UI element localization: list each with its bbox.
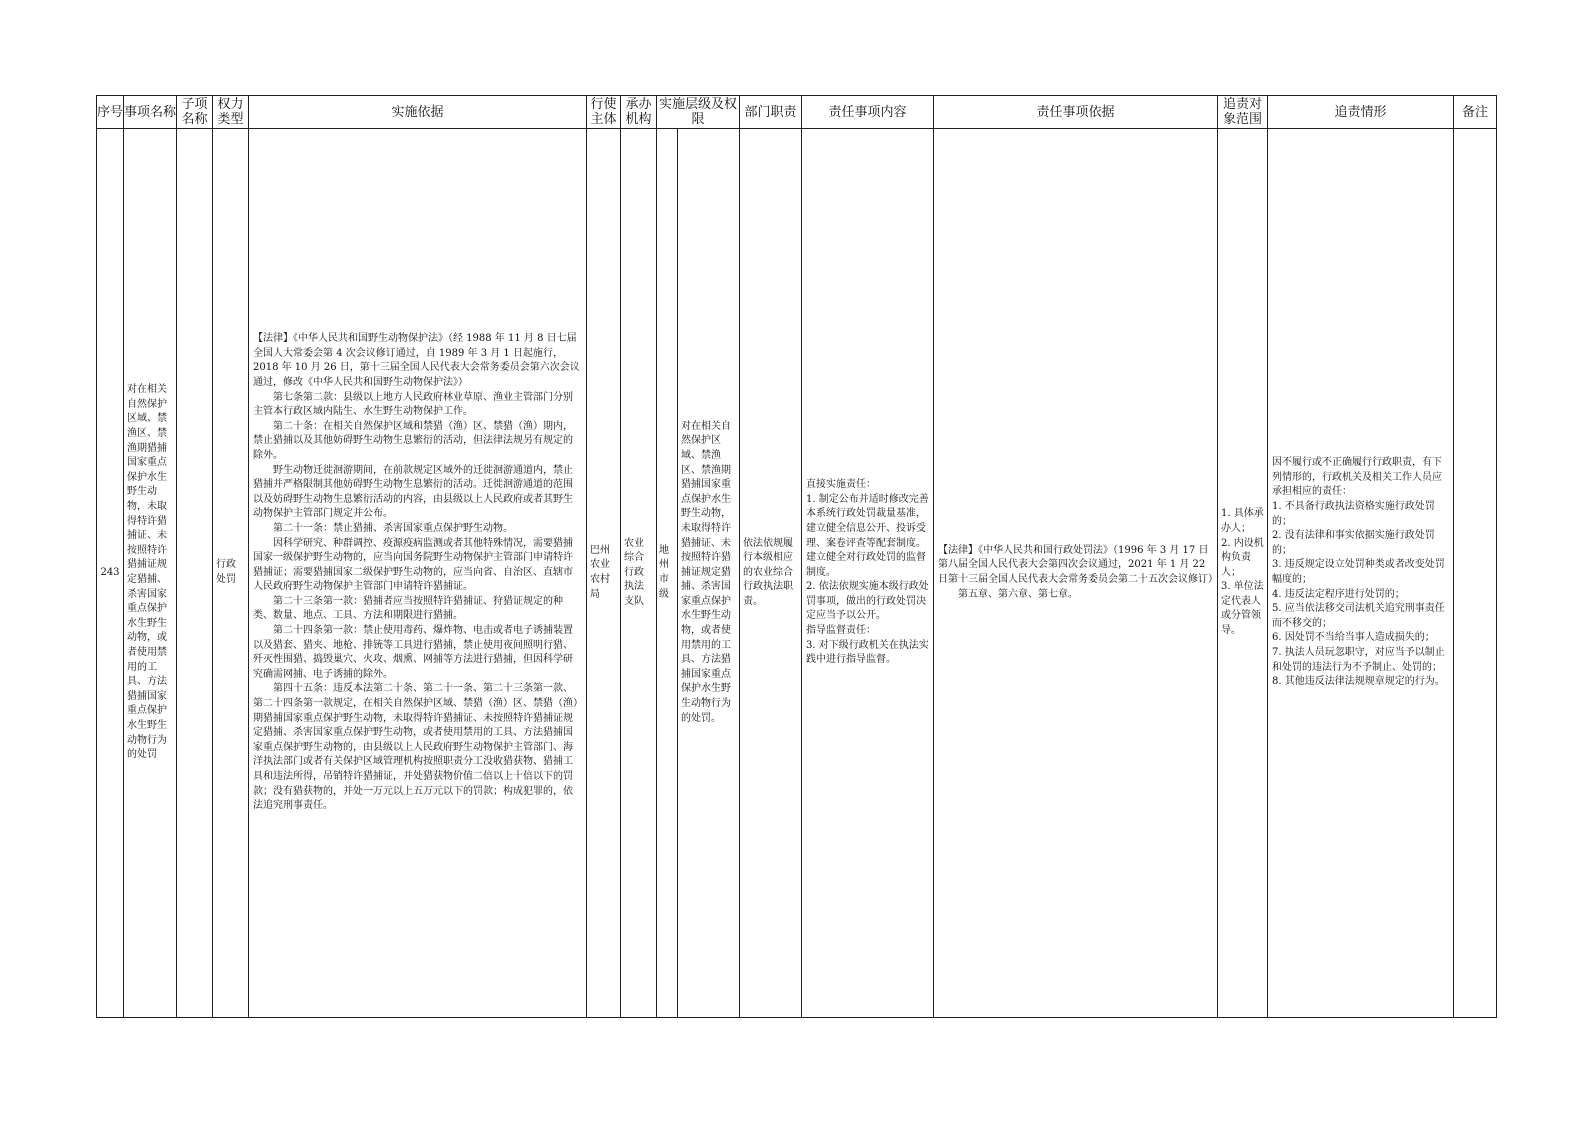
table-header xyxy=(97,96,1497,129)
header-agency: 承办机构 xyxy=(621,96,657,129)
responsibility-table xyxy=(96,95,1497,1018)
situation-line: 5. 应当依法移交司法机关追究刑事责任而不移交的； xyxy=(1272,603,1445,629)
scope-line: 1. 具体承办人； xyxy=(1221,508,1264,534)
basis-paragraph: 【法律】《中华人民共和国野生动物保护法》（经 1988 年 11 月 8 日七届全国人大常委会第 4 次会议修订通过，自 1989 年 3 月 1 日起施行，2018 年 10 月 26 日，第十三届全国人民代表大会常务委员会第六次会议通过，修改《中华人民共和国野生动物保护法》） xyxy=(253,333,580,388)
situation-line: 7. 执法人员玩忽职守，对应当予以制止和处罚的违法行为不予制止、处罚的； xyxy=(1272,646,1445,673)
header-scope: 追责对象范围 xyxy=(1218,96,1268,129)
resp-content-line: 指导监督责任： xyxy=(806,625,877,637)
cell-basis xyxy=(249,129,587,1018)
situation-line: 4. 违反法定程序进行处罚的； xyxy=(1272,588,1405,600)
situation-line: 6. 因处罚不当给当事人造成损失的； xyxy=(1272,632,1435,644)
basis-paragraph: 因科学研究、种群调控、疫源疫病监测或者其他特殊情况，需要猎捕国家一级保护野生动物的，应当向国务院野生动物保护主管部门申请特许猎捕证；需要猎捕国家二级保护野生动物的，应当向省、自治区、直辖市人民政府野生动物保护主管部门申请特许猎捕证。 xyxy=(253,537,573,593)
header-subject: 行使主体 xyxy=(587,96,621,129)
cell-item-name: 对在相关自然保护区域、禁渔区、禁渔期猎捕国家重点保护水生野生动物，未取得特许猎捕证、未按照特许猎捕证规定猎捕、杀害国家重点保护水生野生动物，或者使用禁用的工具、方法猎捕国家重点保护水生野生动物行为的处罚 xyxy=(124,129,177,1018)
header-power-type: 权力类型 xyxy=(213,96,249,129)
resp-basis-line: 第五章、第六章、第七章。 xyxy=(958,588,1079,600)
header-remark: 备注 xyxy=(1454,96,1497,129)
table-row xyxy=(97,129,1497,1018)
basis-paragraph: 第七条第二款：县级以上地方人民政府林业草原、渔业主管部门分别主管本行政区域内陆生、水生野生动物保护工作。 xyxy=(253,391,573,418)
basis-paragraph: 第二十条：在相关自然保护区域和禁猎（渔）区、禁猎（渔）期内，禁止猎捕以及其他妨碍野生动物生息繁衍的活动，但法律法规另有规定的除外。 xyxy=(253,420,573,461)
cell-resp-basis xyxy=(934,129,1218,1018)
header-level: 实施层级及权限 xyxy=(657,96,740,129)
header-basis: 实施依据 xyxy=(249,96,587,129)
cell-duty: 依法依规履行本级相应的农业综合行政执法职责。 xyxy=(740,129,802,1018)
basis-paragraph: 第二十一条：禁止猎捕、杀害国家重点保护野生动物。 xyxy=(273,522,513,534)
cell-level-a: 地州市级 xyxy=(657,129,678,1018)
situation-line: 8. 其他违反法律法规规章规定的行为。 xyxy=(1272,676,1445,688)
header-resp-content: 责任事项内容 xyxy=(802,96,934,129)
situation-line: 2. 没有法律和事实依据实施行政处罚的； xyxy=(1272,530,1435,556)
header-sub-item: 子项名称 xyxy=(177,96,213,129)
basis-paragraph: 第二十三条第一款：猎捕者应当按照特许猎捕证、狩猎证规定的种类、数量、地点、工具、方法和期限进行猎捕。 xyxy=(253,595,563,622)
resp-content-line: 3. 对下级行政机关在执法实践中进行指导监督。 xyxy=(806,639,929,666)
cell-subject: 巴州农业农村局 xyxy=(587,129,621,1018)
resp-content-line: 1. 制定公布并适时修改完善本系统行政处罚裁量基准，建立健全信息公开、投诉受理、案卷评查等配套制度。建立健全对行政处罚的监督制度。 xyxy=(806,493,929,578)
situation-line: 3. 违反规定设立处罚种类或者改变处罚幅度的； xyxy=(1272,559,1445,585)
cell-level-b: 对在相关自然保护区域、禁渔区、禁渔期猎捕国家重点保护水生野生动物，未取得特许猎捕证、未按照特许猎捕证规定猎捕、杀害国家重点保护水生野生动物，或者使用禁用的工具、方法猎捕国家重点保护水生野生动物行为的处罚。 xyxy=(678,129,740,1018)
situation-line: 因不履行或不正确履行行政职责，有下列情形的，行政机关及相关工作人员应承担相应的责任： xyxy=(1272,457,1443,498)
header-duty: 部门职责 xyxy=(740,96,802,129)
cell-scope xyxy=(1218,129,1268,1018)
resp-content-line: 2. 依法依规实施本级行政处罚事项，做出的行政处罚决定应当予以公开。 xyxy=(806,581,929,622)
cell-resp-content xyxy=(802,129,934,1018)
resp-content-line: 直接实施责任： xyxy=(806,479,877,491)
cell-power-type: 行政处罚 xyxy=(213,129,249,1018)
resp-basis-line: 【法律】《中华人民共和国行政处罚法》（1996 年 3 月 17 日第八届全国人民代表大会第四次会议通过，2021 年 1 月 22 日第十三届全国人民代表大会常务委员会第二十五次会议修订） xyxy=(938,544,1219,585)
basis-paragraph: 野生动物迁徙洄游期间，在前款规定区域外的迁徙洄游通道内，禁止猎捕并严格限制其他妨碍野生动物生息繁衍的活动。迁徙洄游通道的范围以及妨碍野生动物生息繁衍活动的内容，由县级以上人民政府或者其野生动物保护主管部门规定并公布。 xyxy=(253,464,573,520)
basis-paragraph: 第二十四条第一款：禁止使用毒药、爆炸物、电击或者电子诱捕装置以及猎套、猎夹、地枪、排铳等工具进行猎捕，禁止使用夜间照明行猎、歼灭性围猎、捣毁巢穴、火攻、烟熏、网捕等方法进行猎捕，但因科学研究确需网捕、电子诱捕的除外。 xyxy=(253,625,573,680)
situation-line: 1. 不具备行政执法资格实施行政处罚的； xyxy=(1272,501,1435,527)
cell-agency: 农业综合行政执法支队 xyxy=(621,129,657,1018)
cell-remark xyxy=(1454,129,1497,1018)
cell-sub-item xyxy=(177,129,213,1018)
scope-line: 3. 单位法定代表人或分管领导。 xyxy=(1221,581,1264,637)
header-resp-basis: 责任事项依据 xyxy=(934,96,1218,129)
cell-situations xyxy=(1268,129,1454,1018)
header-situations: 追责情形 xyxy=(1268,96,1454,129)
header-item-name: 事项名称 xyxy=(124,96,177,129)
scope-line: 2. 内设机构负责人； xyxy=(1221,537,1264,578)
header-seq: 序号 xyxy=(97,96,124,129)
basis-paragraph: 第四十五条：违反本法第二十条、第二十一条、第二十三条第一款、第二十四条第一款规定，在相关自然保护区域、禁猎（渔）区、禁猎（渔）期猎捕国家重点保护野生动物，未取得特许猎捕证、未按照特许猎捕证规定猎捕、杀害国家重点保护野生动物，或者使用禁用的工具、方法猎捕国家重点保护野生动物的，由县级以上人民政府野生动物保护主管部门、海洋执法部门或者有关保护区域管理机构按照职责分工没收猎获物、猎捕工具和违法所得，吊销特许猎捕证，并处猎获物价值二倍以上十倍以下的罚款；没有猎获物的，并处一万元以上五万元以下的罚款；构成犯罪的，依法追究刑事责任。 xyxy=(253,683,578,812)
cell-seq: 243 xyxy=(97,129,124,1018)
